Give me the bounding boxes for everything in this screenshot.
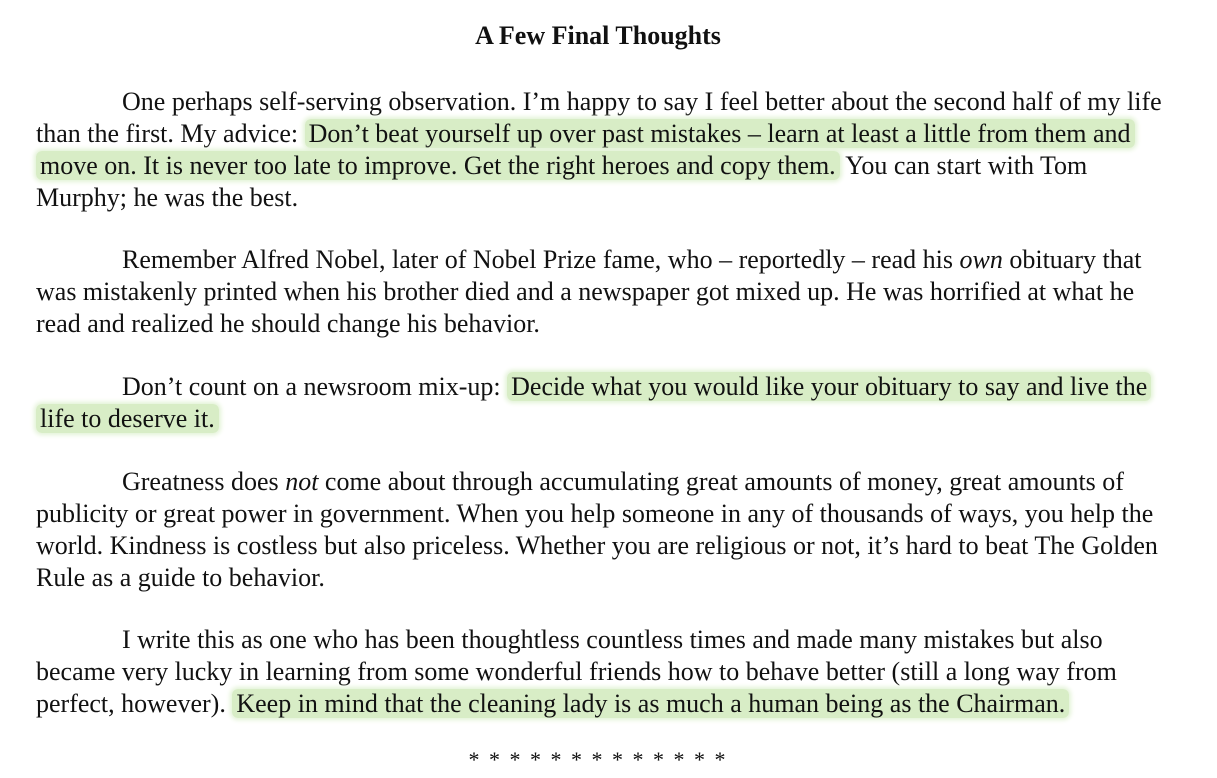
- paragraph-4-text-b: come about through accumulating great amounts of money, great amounts of publicity or great power in government. When you help someone in any of thousands of ways, you help the world. Kindness is costless but also priceless. Whether you are religious or not, it’s hard to beat The Golden Rule as a guide to behavior.: [36, 467, 1158, 592]
- paragraph-2-emphasis: own: [959, 245, 1003, 274]
- paragraph-4-text-a: Greatness does: [122, 467, 286, 496]
- paragraph-5-text-a: I write this as one who has been thoughtless countless times and made many mistakes but also became very lucky in learning from some wonderful friends how to behave better (still a long way from perfect, however).: [36, 625, 1117, 718]
- section-separator: * * * * * * * * * * * * *: [468, 747, 728, 772]
- paragraph-5: [36, 624, 1166, 720]
- paragraph-1-text-b: You can start with Tom Murphy; he was the best.: [36, 151, 1088, 212]
- paragraph-4: [36, 466, 1166, 594]
- paragraph-2-text-a: Remember Alfred Nobel, later of Nobel Prize fame, who – reportedly – read his: [122, 245, 960, 274]
- paragraph-2-text-b: obituary that was mistakenly printed when his brother died and a newspaper got mixed up. He was horrified at what he read and realized he should change his behavior.: [36, 245, 1142, 338]
- paragraph-1: [36, 86, 1166, 214]
- paragraph-1-text-a: One perhaps self-serving observation. I’m happy to say I feel better about the second half of my life than the first. My advice:: [36, 87, 1162, 148]
- page-title: A Few Final Thoughts: [475, 21, 721, 50]
- paragraph-4-emphasis: not: [285, 467, 319, 496]
- paragraph-1-highlight: Don’t beat yourself up over past mistakes – learn at least a little from them and move on. It is never too late to improve. Get the right heroes and copy them.: [36, 119, 1135, 180]
- paragraph-5-highlight: Keep in mind that the cleaning lady is as much a human being as the Chairman.: [232, 689, 1069, 718]
- paragraph-2: [36, 244, 1166, 340]
- paragraph-3-highlight: Decide what you would like your obituary to say and live the life to deserve it.: [36, 372, 1151, 433]
- paragraph-3: [36, 371, 1166, 435]
- paragraph-3-text-a: Don’t count on a newsroom mix-up:: [122, 372, 508, 401]
